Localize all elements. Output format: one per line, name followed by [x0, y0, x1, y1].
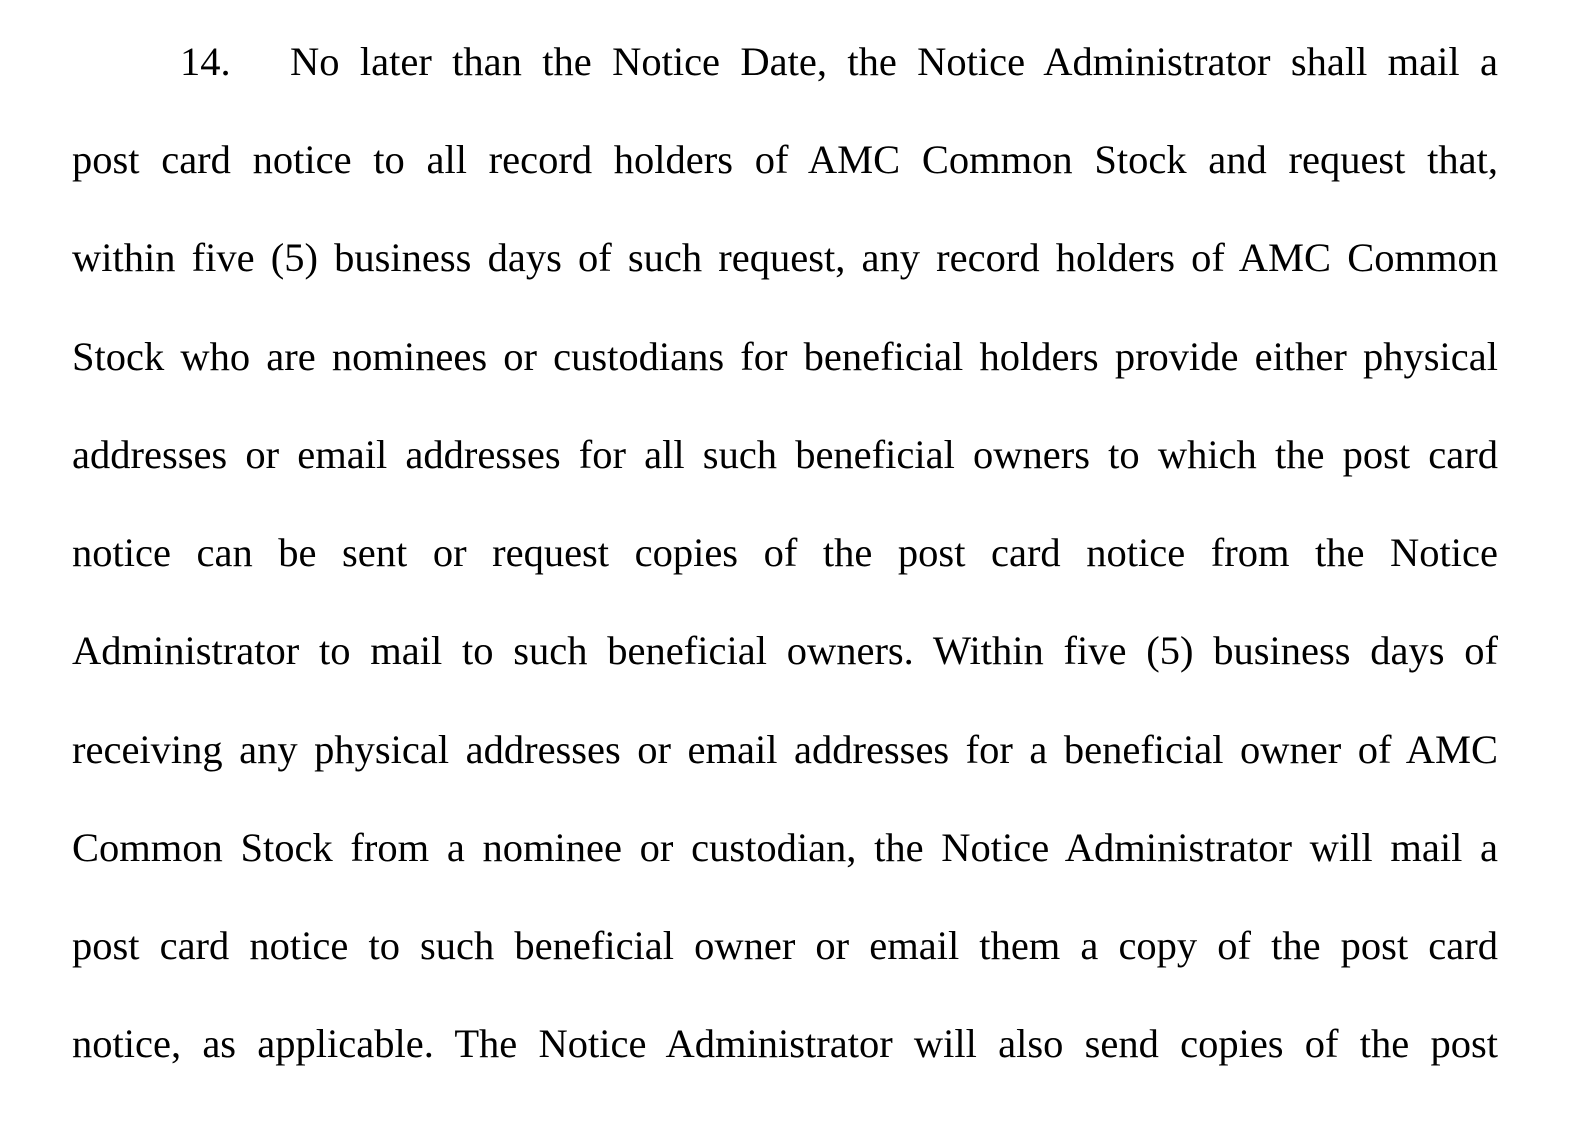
paragraph-text-line: Stock who are nominees or custodians for beneficial holders provide either physical — [72, 334, 1498, 379]
paragraph-text-line: notice, as applicable. The Notice Administrator will also send copies of the post — [72, 1021, 1498, 1066]
paragraph-number: 14. — [180, 39, 231, 84]
paragraph-first-line — [180, 32, 1498, 92]
paragraph-text-line: notice can be sent or request copies of the post card notice from the Notice — [72, 530, 1498, 575]
paragraph-text-line: receiving any physical addresses or email addresses for a beneficial owner of AMC — [72, 727, 1498, 772]
paragraph-text-line: within five (5) business days of such request, any record holders of AMC Common — [72, 235, 1498, 280]
paragraph-text-line: No later than the Notice Date, the Notice Administrator shall mail a — [290, 39, 1498, 84]
paragraph-text-line: Common Stock from a nominee or custodian, the Notice Administrator will mail a — [72, 825, 1498, 870]
paragraph-text-line: post card notice to all record holders of AMC Common Stock and request that, — [72, 137, 1498, 182]
paragraph-text-line: addresses or email addresses for all such beneficial owners to which the post card — [72, 432, 1498, 477]
paragraph-text-line: Administrator to mail to such beneficial owners. Within five (5) business days of — [72, 628, 1498, 673]
paragraph-text-line: post card notice to such beneficial owner or email them a copy of the post card — [72, 923, 1498, 968]
